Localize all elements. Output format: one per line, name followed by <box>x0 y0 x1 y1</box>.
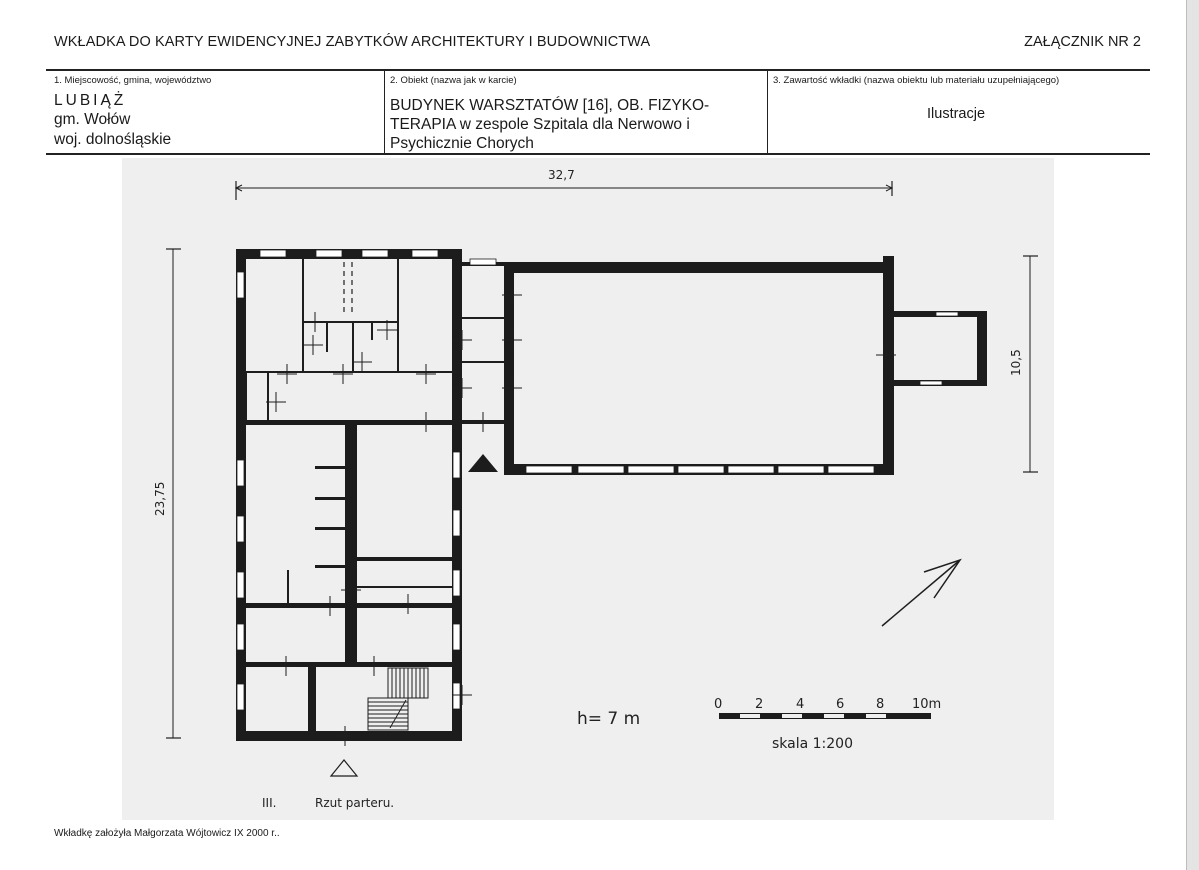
author-note: Wkładkę założyła Małgorzata Wójtowicz IX 2000 r.. <box>54 828 280 839</box>
content-field-label: 3. Zawartość wkładki (nazwa obiektu lub materiału uzupełniającego) <box>773 75 1060 86</box>
annex-number: ZAŁĄCZNIK NR 2 <box>1024 34 1141 50</box>
location-place: LUBIĄŻ <box>54 92 127 109</box>
scale-tick-4: 4 <box>796 697 805 712</box>
object-field-label: 2. Obiekt (nazwa jak w karcie) <box>390 75 517 86</box>
object-name-line-2: TERAPIA w zespole Szpitala dla Nerwowo i <box>390 116 690 133</box>
building-height-note: h= 7 m <box>577 709 641 729</box>
location-field-label: 1. Miejscowość, gmina, województwo <box>54 75 212 86</box>
location-voivodeship: woj. dolnośląskie <box>54 131 172 148</box>
dimension-height-label: 23,75 <box>153 481 167 516</box>
scale-tick-2: 2 <box>755 697 764 712</box>
dimension-width-label: 32,7 <box>548 168 575 182</box>
scale-tick-6: 6 <box>836 697 845 712</box>
content-value: Ilustracje <box>927 106 986 122</box>
dimension-wing-label: 10,5 <box>1009 349 1023 376</box>
scale-tick-8: 8 <box>876 697 885 712</box>
caption-number: III. <box>262 796 277 810</box>
scale-tick-0: 0 <box>714 697 723 712</box>
scale-tick-10: 10m <box>912 697 942 712</box>
object-name-line-3: Psychicznie Chorych <box>390 135 534 152</box>
location-commune: gm. Wołów <box>54 111 131 128</box>
form-title: WKŁADKA DO KARTY EWIDENCYJNEJ ZABYTKÓW ARCHITEKTURY I BUDOWNICTWA <box>54 34 651 50</box>
object-name-line-1: BUDYNEK WARSZTATÓW [16], OB. FIZYKO- <box>390 97 710 114</box>
scale-label: skala 1:200 <box>772 736 853 752</box>
caption-text: Rzut parteru. <box>315 796 395 810</box>
